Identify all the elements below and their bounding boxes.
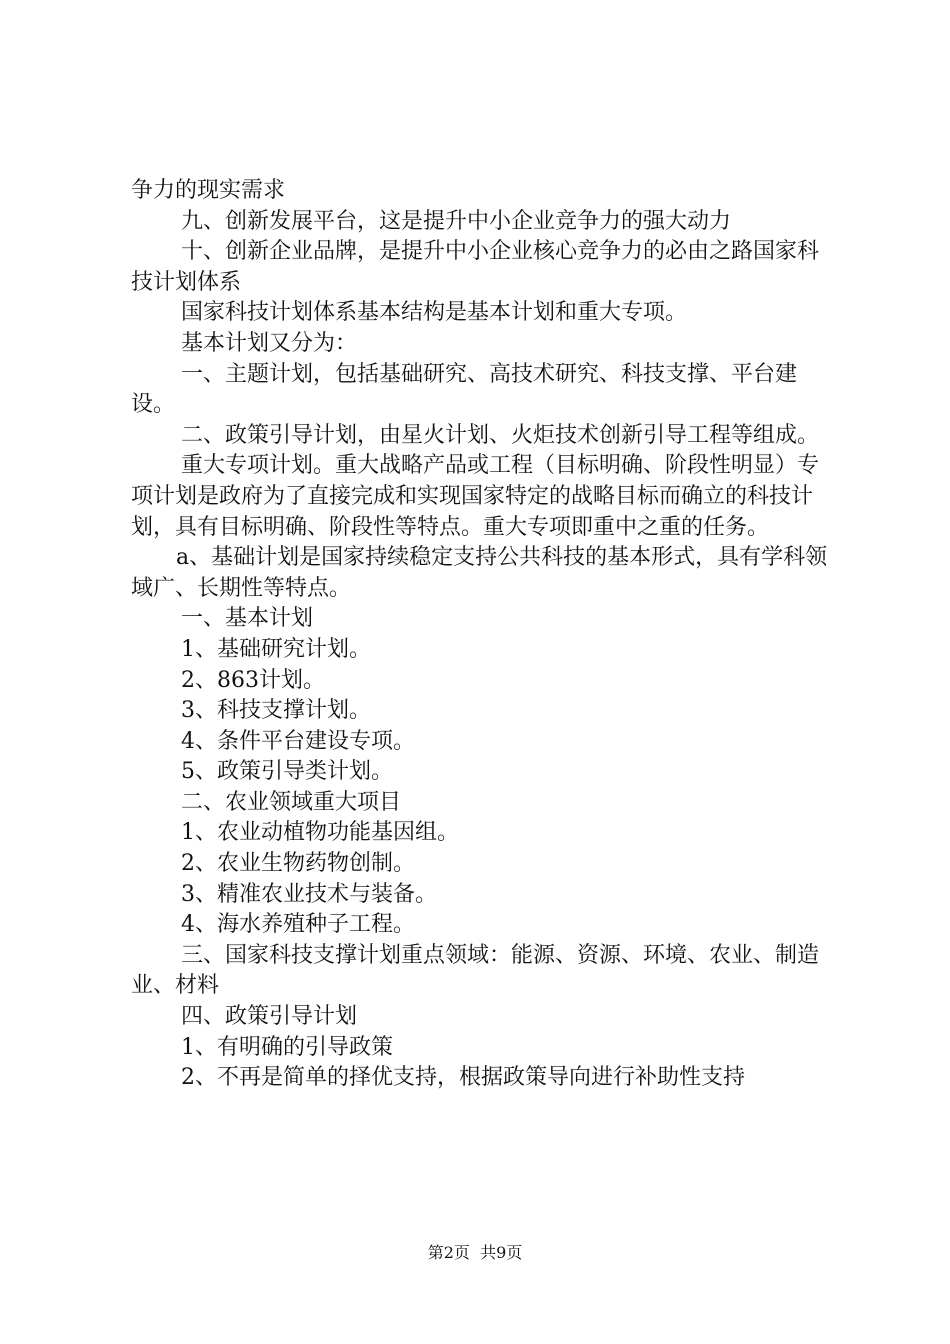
list-item: 1、农业动植物功能基因组。 bbox=[181, 820, 459, 846]
paragraph-topic-plan: 一、主题计划，包括基础研究、高技术研究、科技支撑、平台建设。 bbox=[131, 361, 798, 418]
heading-policy-guidance: 四、政策引导计划 bbox=[181, 1004, 358, 1030]
heading-basic-plan: 一、基本计划 bbox=[181, 606, 314, 632]
page-number-label: 第2页 共9页 bbox=[427, 1243, 523, 1262]
paragraph-basic-plan-intro: 基本计划又分为： bbox=[181, 330, 358, 356]
paragraph-policy-plan: 二、政策引导计划，由星火计划、火炬技术创新引导工程等组成。 bbox=[181, 422, 820, 448]
paragraph-major-projects: 重大专项计划。重大战略产品或工程（目标明确、阶段性明显）专项计划是政府为了直接完成和实现国家特定的战略目标而确立的科技计划，具有目标明确、阶段性等特点。重大专项即重中之重的任务。 bbox=[131, 453, 820, 540]
list-item: 2、农业生物药物创制。 bbox=[181, 851, 415, 877]
paragraph-structure: 国家科技计划体系基本结构是基本计划和重大专项。 bbox=[181, 300, 688, 326]
list-item: 3、科技支撑计划。 bbox=[181, 698, 371, 724]
list-item: 4、条件平台建设专项。 bbox=[181, 728, 415, 754]
paragraph-item-10: 十、创新企业品牌，是提升中小企业核心竞争力的必由之路国家科技计划体系 bbox=[131, 239, 820, 295]
list-item: 4、海水养殖种子工程。 bbox=[181, 912, 415, 938]
list-item: 3、精准农业技术与装备。 bbox=[181, 881, 437, 907]
list-item: 5、政策引导类计划。 bbox=[181, 759, 393, 785]
paragraph-basic-plan-a: a、基础计划是国家持续稳定支持公共科技的基本形式，具有学科领域广、长期性等特点。 bbox=[131, 545, 828, 601]
list-item: 2、不再是简单的择优支持，根据政策导向进行补助性支持 bbox=[181, 1065, 745, 1091]
document-body bbox=[131, 176, 831, 1094]
heading-agriculture: 二、农业领域重大项目 bbox=[181, 789, 402, 815]
paragraph-item-9: 九、创新发展平台，这是提升中小企业竞争力的强大动力 bbox=[181, 208, 732, 234]
page-footer bbox=[0, 1242, 950, 1264]
list-item: 1、有明确的引导政策 bbox=[181, 1034, 393, 1060]
paragraph-support-plan-areas: 三、国家科技支撑计划重点领域：能源、资源、环境、农业、制造业、材料 bbox=[131, 942, 820, 999]
list-item: 1、基础研究计划。 bbox=[181, 636, 371, 662]
paragraph-continuation: 争力的现实需求 bbox=[131, 178, 286, 203]
list-item: 2、863计划。 bbox=[181, 667, 325, 693]
